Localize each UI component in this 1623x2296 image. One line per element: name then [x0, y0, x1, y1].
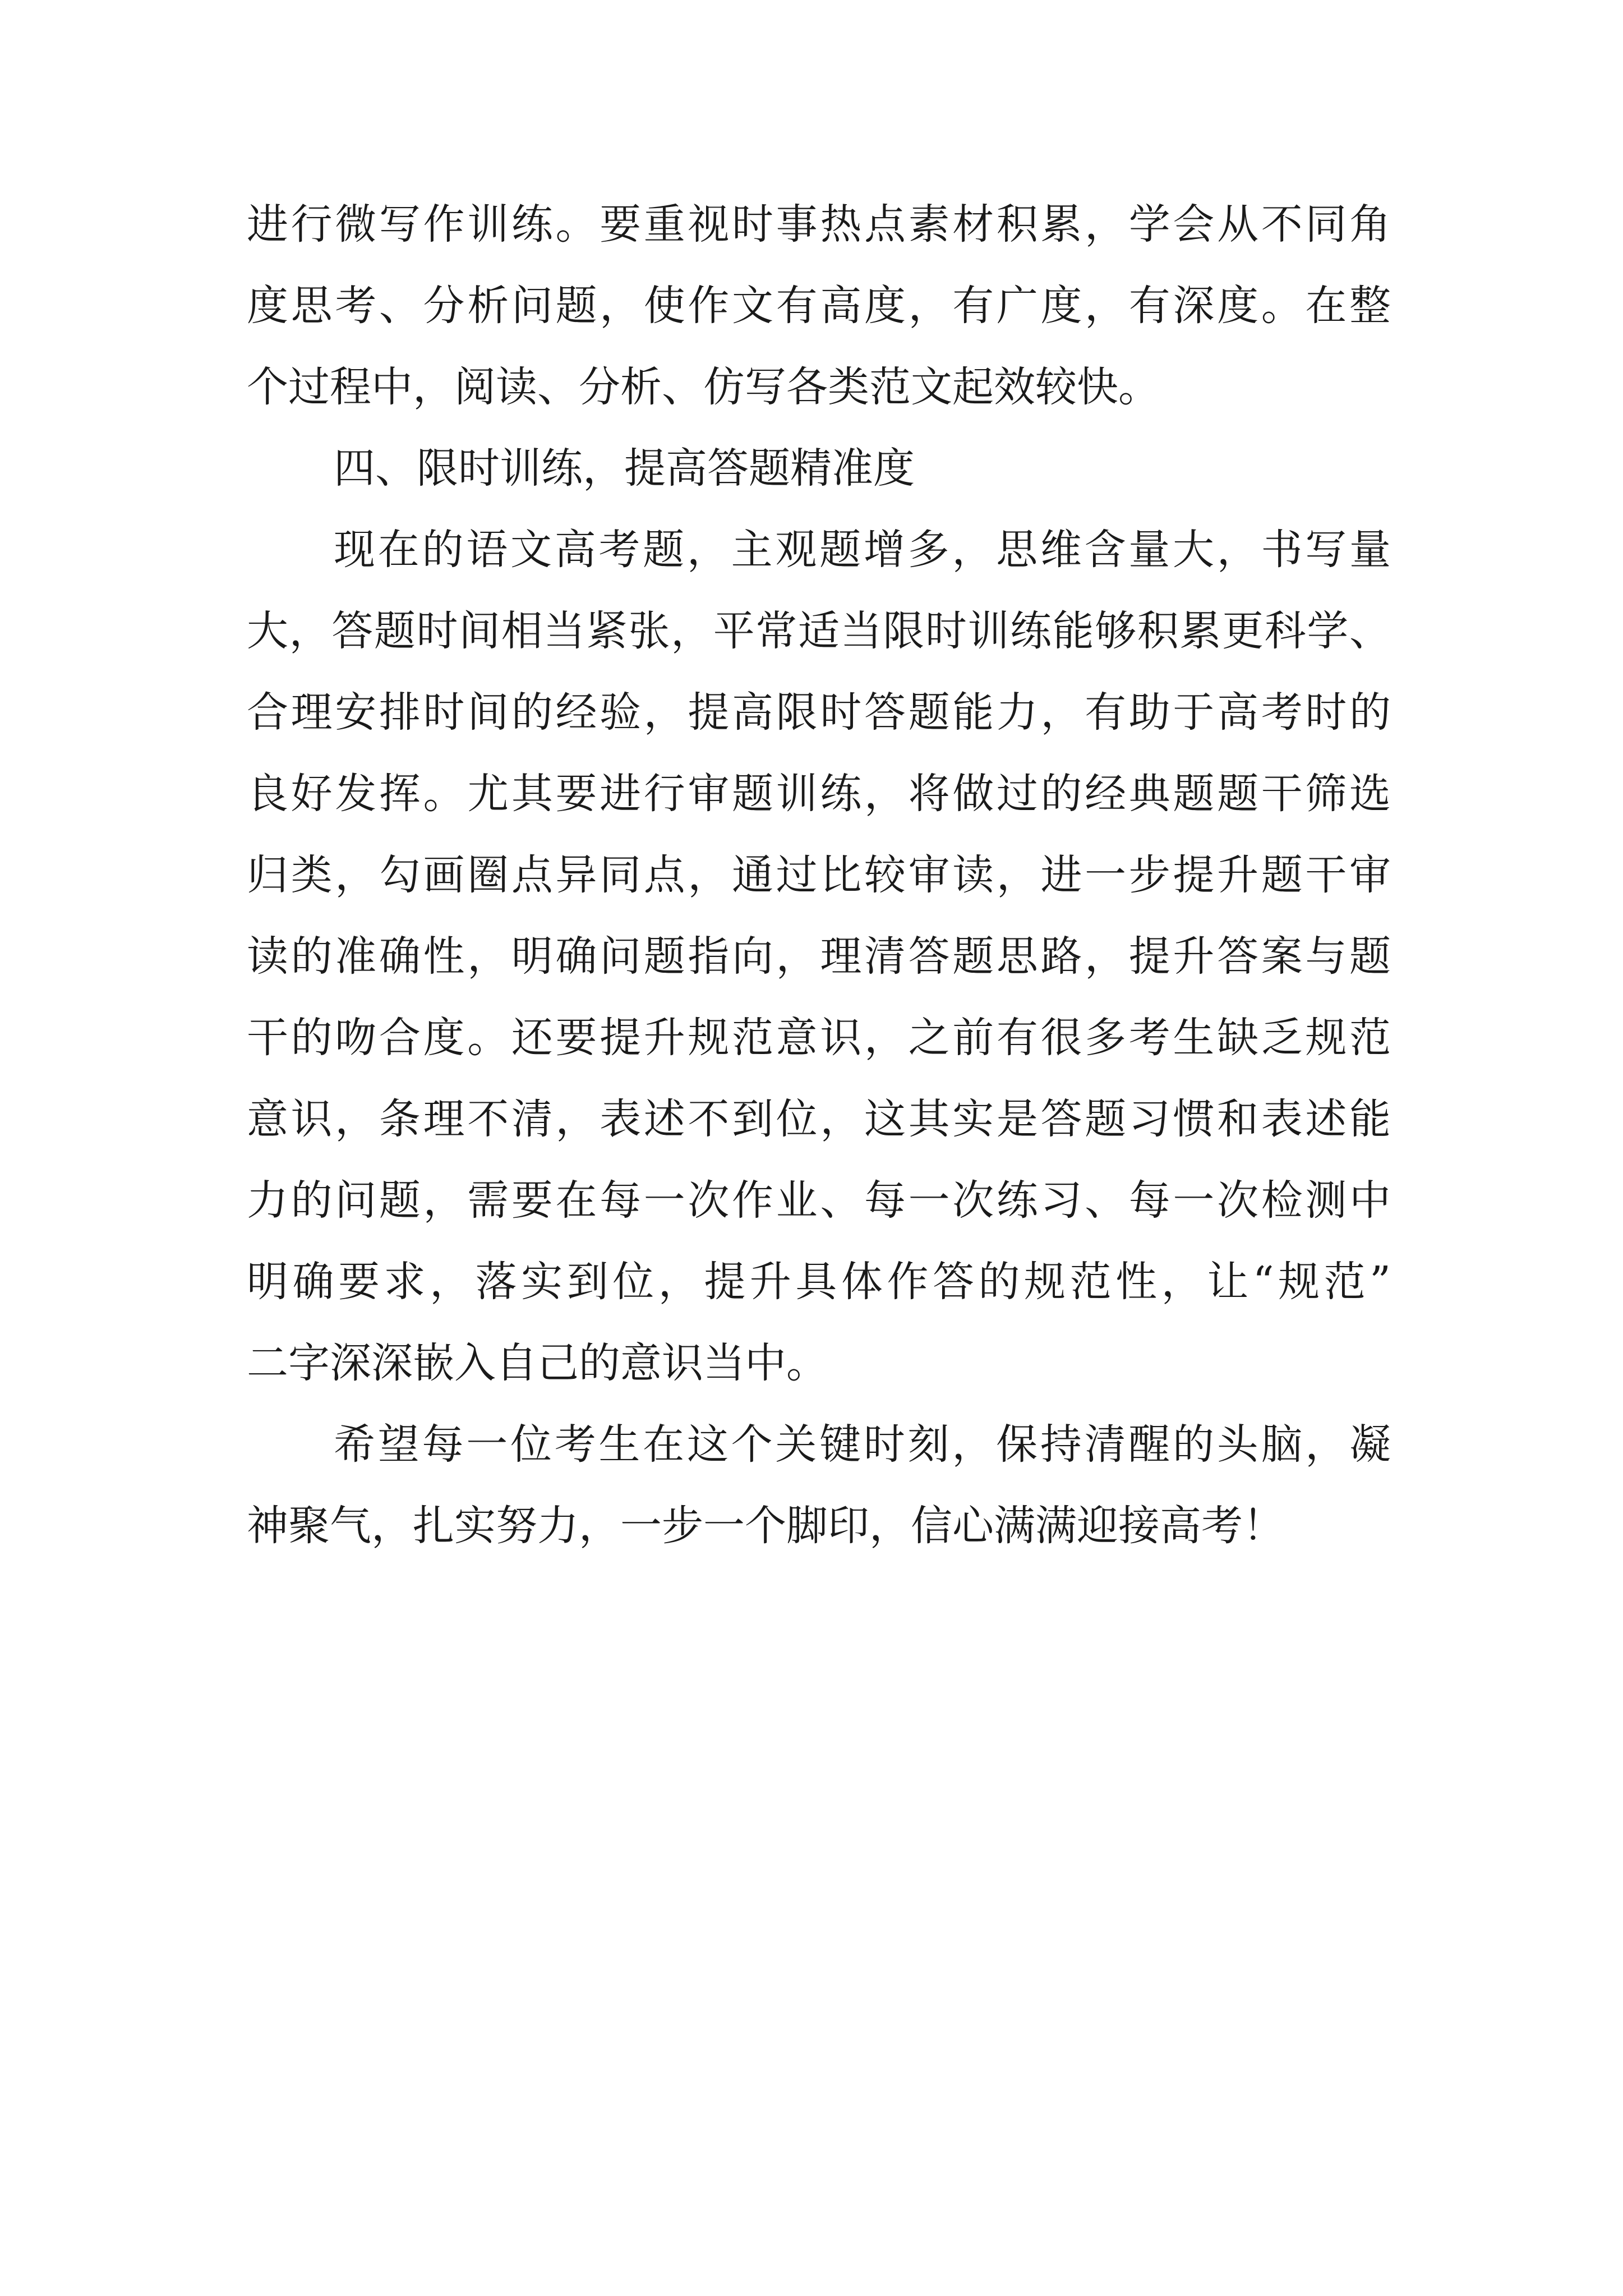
text-line: 归类，勾画圈点异同点，通过比较审读，进一步提升题干审 [247, 851, 1391, 899]
text-line: 合理安排时间的经验，提高限时答题能力，有助于高考时的 [247, 688, 1391, 737]
text-line: 力的问题，需要在每一次作业、每一次练习、每一次检测中 [247, 1176, 1391, 1225]
text-line: 希望每一位考生在这个关键时刻，保持清醒的头脑，凝 [334, 1420, 1391, 1469]
text-line: 二字深深嵌入自己的意识当中。 [247, 1339, 828, 1387]
text-line: 明确要求，落实到位，提升具体作答的规范性，让“规范” [247, 1258, 1391, 1306]
text-line: 良好发挥。尤其要进行审题训练，将做过的经典题题干筛选 [247, 770, 1391, 818]
text-line: 个过程中，阅读、分析、仿写各类范文起效较快。 [247, 363, 1160, 411]
text-line: 意识，条理不清，表述不到位，这其实是答题习惯和表述能 [247, 1095, 1391, 1143]
section-heading: 四、限时训练，提高答题精准度 [334, 444, 915, 493]
text-line: 度思考、分析问题，使作文有高度，有广度，有深度。在整 [247, 282, 1391, 330]
text-line: 大，答题时间相当紧张，平常适当限时训练能够积累更科学、 [247, 607, 1391, 655]
text-line: 现在的语文高考题，主观题增多，思维含量大，书写量 [334, 526, 1391, 574]
text-line: 读的准确性，明确问题指向，理清答题思路，提升答案与题 [247, 932, 1391, 981]
text-line: 进行微写作训练。要重视时事热点素材积累，学会从不同角 [247, 200, 1391, 249]
text-line: 干的吻合度。还要提升规范意识，之前有很多考生缺乏规范 [247, 1014, 1391, 1062]
text-line: 神聚气，扎实努力，一步一个脚印，信心满满迎接高考！ [247, 1502, 1284, 1550]
